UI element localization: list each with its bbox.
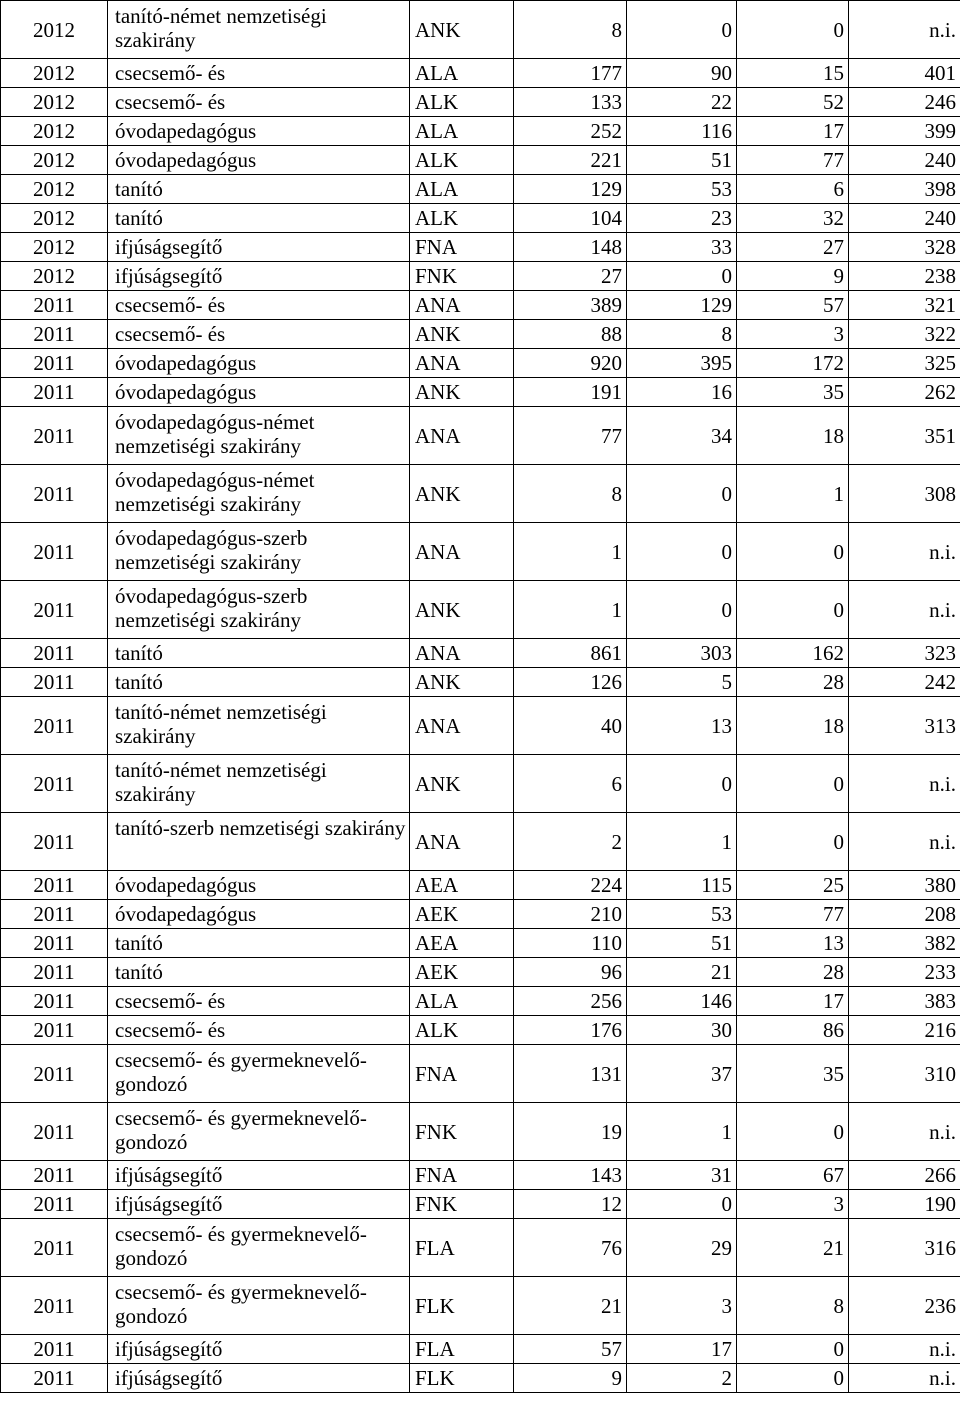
program-name-cell: tanító (108, 175, 410, 204)
count-1-cell: 2 (514, 813, 627, 871)
year-cell: 2011 (1, 668, 108, 697)
year-cell: 2011 (1, 813, 108, 871)
year-cell: 2012 (1, 117, 108, 146)
count-1-cell: 389 (514, 291, 627, 320)
score-cell: n.i. (849, 1, 960, 59)
year-cell: 2011 (1, 871, 108, 900)
program-name-cell: óvodapedagógus (108, 378, 410, 407)
count-3-cell: 0 (737, 813, 849, 871)
table-row (1, 262, 960, 291)
count-2-cell: 0 (627, 1190, 737, 1219)
count-3-cell: 9 (737, 262, 849, 291)
count-2-cell: 0 (627, 262, 737, 291)
program-name-cell: óvodapedagógus (108, 349, 410, 378)
year-cell: 2011 (1, 958, 108, 987)
table-row (1, 523, 960, 581)
year-cell: 2011 (1, 1364, 108, 1393)
count-2-cell: 29 (627, 1219, 737, 1277)
score-cell: n.i. (849, 813, 960, 871)
count-1-cell: 76 (514, 1219, 627, 1277)
table-row (1, 291, 960, 320)
program-name-cell: csecsemő- és gyermeknevelő- gondozó (108, 1045, 410, 1103)
program-name-cell: csecsemő- és (108, 987, 410, 1016)
count-2-cell: 30 (627, 1016, 737, 1045)
table-row (1, 987, 960, 1016)
program-name-cell: tanító (108, 668, 410, 697)
program-code-cell: AEK (410, 900, 514, 929)
program-name-cell: csecsemő- és (108, 291, 410, 320)
program-code-cell: FLA (410, 1335, 514, 1364)
program-code-cell: ANK (410, 668, 514, 697)
count-2-cell: 21 (627, 958, 737, 987)
count-3-cell: 13 (737, 929, 849, 958)
year-cell: 2011 (1, 1277, 108, 1335)
count-2-cell: 0 (627, 755, 737, 813)
count-1-cell: 133 (514, 88, 627, 117)
score-cell: 380 (849, 871, 960, 900)
table-row (1, 175, 960, 204)
program-name-cell: tanító (108, 639, 410, 668)
program-code-cell: ANK (410, 1, 514, 59)
count-1-cell: 8 (514, 465, 627, 523)
count-3-cell: 86 (737, 1016, 849, 1045)
count-2-cell: 33 (627, 233, 737, 262)
year-cell: 2011 (1, 1190, 108, 1219)
score-cell: 321 (849, 291, 960, 320)
table-row (1, 900, 960, 929)
count-3-cell: 172 (737, 349, 849, 378)
year-cell: 2012 (1, 88, 108, 117)
table-row (1, 1161, 960, 1190)
score-cell: 236 (849, 1277, 960, 1335)
program-code-cell: ANA (410, 813, 514, 871)
count-3-cell: 77 (737, 146, 849, 175)
count-2-cell: 115 (627, 871, 737, 900)
count-3-cell: 17 (737, 117, 849, 146)
count-1-cell: 77 (514, 407, 627, 465)
year-cell: 2011 (1, 1161, 108, 1190)
count-1-cell: 6 (514, 755, 627, 813)
table-row (1, 697, 960, 755)
program-name-cell: tanító-német nemzetiségi szakirány (108, 755, 410, 813)
count-2-cell: 53 (627, 175, 737, 204)
program-name-cell: ifjúságsegítő (108, 233, 410, 262)
program-code-cell: ANA (410, 407, 514, 465)
count-1-cell: 9 (514, 1364, 627, 1393)
count-1-cell: 110 (514, 929, 627, 958)
count-3-cell: 3 (737, 320, 849, 349)
score-cell: 323 (849, 639, 960, 668)
count-2-cell: 116 (627, 117, 737, 146)
table-row (1, 88, 960, 117)
score-cell: 246 (849, 88, 960, 117)
program-code-cell: ANA (410, 697, 514, 755)
count-3-cell: 67 (737, 1161, 849, 1190)
count-2-cell: 51 (627, 929, 737, 958)
count-3-cell: 0 (737, 755, 849, 813)
program-name-cell: óvodapedagógus-szerb nemzetiségi szakirány (108, 523, 410, 581)
year-cell: 2012 (1, 146, 108, 175)
program-code-cell: AEA (410, 929, 514, 958)
program-code-cell: FLK (410, 1364, 514, 1393)
count-2-cell: 303 (627, 639, 737, 668)
count-3-cell: 0 (737, 581, 849, 639)
count-1-cell: 129 (514, 175, 627, 204)
score-cell: 308 (849, 465, 960, 523)
score-cell: 313 (849, 697, 960, 755)
count-3-cell: 15 (737, 59, 849, 88)
program-code-cell: FNA (410, 1161, 514, 1190)
program-code-cell: ALA (410, 987, 514, 1016)
year-cell: 2011 (1, 320, 108, 349)
count-2-cell: 146 (627, 987, 737, 1016)
table-row (1, 1277, 960, 1335)
count-2-cell: 31 (627, 1161, 737, 1190)
score-cell: 216 (849, 1016, 960, 1045)
score-cell: 240 (849, 204, 960, 233)
count-1-cell: 143 (514, 1161, 627, 1190)
count-1-cell: 148 (514, 233, 627, 262)
program-name-cell: óvodapedagógus-szerb nemzetiségi szakirány (108, 581, 410, 639)
score-cell: 262 (849, 378, 960, 407)
program-code-cell: ALK (410, 1016, 514, 1045)
count-1-cell: 12 (514, 1190, 627, 1219)
count-3-cell: 162 (737, 639, 849, 668)
count-1-cell: 1 (514, 523, 627, 581)
table-row (1, 1190, 960, 1219)
count-1-cell: 57 (514, 1335, 627, 1364)
table-row (1, 871, 960, 900)
count-1-cell: 177 (514, 59, 627, 88)
table-row (1, 1045, 960, 1103)
score-cell: 208 (849, 900, 960, 929)
score-cell: n.i. (849, 523, 960, 581)
program-name-cell: óvodapedagógus-német nemzetiségi szakirány (108, 465, 410, 523)
table-row (1, 639, 960, 668)
count-1-cell: 126 (514, 668, 627, 697)
count-1-cell: 8 (514, 1, 627, 59)
table-row (1, 1103, 960, 1161)
count-3-cell: 28 (737, 958, 849, 987)
count-3-cell: 27 (737, 233, 849, 262)
program-name-cell: óvodapedagógus (108, 146, 410, 175)
count-1-cell: 131 (514, 1045, 627, 1103)
score-cell: 383 (849, 987, 960, 1016)
count-3-cell: 6 (737, 175, 849, 204)
score-cell: 401 (849, 59, 960, 88)
count-2-cell: 37 (627, 1045, 737, 1103)
program-code-cell: AEK (410, 958, 514, 987)
program-code-cell: FNK (410, 262, 514, 291)
table-row (1, 755, 960, 813)
table-row (1, 349, 960, 378)
year-cell: 2012 (1, 262, 108, 291)
program-code-cell: FLA (410, 1219, 514, 1277)
count-2-cell: 0 (627, 523, 737, 581)
score-cell: 310 (849, 1045, 960, 1103)
table-row (1, 1335, 960, 1364)
count-2-cell: 2 (627, 1364, 737, 1393)
program-name-cell: ifjúságsegítő (108, 1161, 410, 1190)
count-3-cell: 8 (737, 1277, 849, 1335)
year-cell: 2011 (1, 639, 108, 668)
count-2-cell: 23 (627, 204, 737, 233)
year-cell: 2011 (1, 1103, 108, 1161)
year-cell: 2011 (1, 987, 108, 1016)
year-cell: 2012 (1, 59, 108, 88)
count-3-cell: 21 (737, 1219, 849, 1277)
program-name-cell: óvodapedagógus (108, 871, 410, 900)
year-cell: 2012 (1, 175, 108, 204)
count-3-cell: 0 (737, 1, 849, 59)
count-3-cell: 28 (737, 668, 849, 697)
program-name-cell: csecsemő- és (108, 320, 410, 349)
program-code-cell: ANA (410, 639, 514, 668)
year-cell: 2012 (1, 204, 108, 233)
count-3-cell: 0 (737, 523, 849, 581)
program-code-cell: ANK (410, 465, 514, 523)
year-cell: 2011 (1, 581, 108, 639)
count-1-cell: 861 (514, 639, 627, 668)
score-cell: n.i. (849, 581, 960, 639)
count-1-cell: 920 (514, 349, 627, 378)
program-name-cell: óvodapedagógus (108, 117, 410, 146)
count-1-cell: 221 (514, 146, 627, 175)
count-3-cell: 18 (737, 697, 849, 755)
year-cell: 2011 (1, 900, 108, 929)
table-row (1, 378, 960, 407)
year-cell: 2011 (1, 378, 108, 407)
program-code-cell: ANK (410, 581, 514, 639)
program-code-cell: ANK (410, 320, 514, 349)
table-row (1, 117, 960, 146)
program-code-cell: ALA (410, 59, 514, 88)
program-code-cell: ALK (410, 204, 514, 233)
year-cell: 2011 (1, 755, 108, 813)
program-code-cell: ALK (410, 146, 514, 175)
score-cell: 399 (849, 117, 960, 146)
program-name-cell: csecsemő- és gyermeknevelő- gondozó (108, 1219, 410, 1277)
count-1-cell: 252 (514, 117, 627, 146)
table-row (1, 929, 960, 958)
count-3-cell: 0 (737, 1335, 849, 1364)
count-3-cell: 0 (737, 1364, 849, 1393)
program-code-cell: ALK (410, 88, 514, 117)
table-row (1, 59, 960, 88)
count-1-cell: 256 (514, 987, 627, 1016)
table-row (1, 204, 960, 233)
program-code-cell: ALA (410, 117, 514, 146)
count-3-cell: 17 (737, 987, 849, 1016)
year-cell: 2011 (1, 349, 108, 378)
count-1-cell: 88 (514, 320, 627, 349)
program-name-cell: csecsemő- és (108, 88, 410, 117)
program-code-cell: FNA (410, 233, 514, 262)
program-name-cell: csecsemő- és (108, 1016, 410, 1045)
program-code-cell: FNK (410, 1190, 514, 1219)
program-code-cell: FLK (410, 1277, 514, 1335)
program-code-cell: FNA (410, 1045, 514, 1103)
program-name-cell: ifjúságsegítő (108, 1335, 410, 1364)
count-1-cell: 176 (514, 1016, 627, 1045)
score-cell: 242 (849, 668, 960, 697)
count-1-cell: 1 (514, 581, 627, 639)
count-3-cell: 25 (737, 871, 849, 900)
score-cell: n.i. (849, 1103, 960, 1161)
count-3-cell: 57 (737, 291, 849, 320)
count-2-cell: 51 (627, 146, 737, 175)
count-2-cell: 1 (627, 813, 737, 871)
count-2-cell: 5 (627, 668, 737, 697)
year-cell: 2011 (1, 291, 108, 320)
score-cell: 238 (849, 262, 960, 291)
year-cell: 2011 (1, 407, 108, 465)
count-2-cell: 0 (627, 465, 737, 523)
program-code-cell: ANK (410, 755, 514, 813)
program-code-cell: ALA (410, 175, 514, 204)
program-name-cell: ifjúságsegítő (108, 1190, 410, 1219)
score-cell: 240 (849, 146, 960, 175)
count-2-cell: 0 (627, 581, 737, 639)
year-cell: 2012 (1, 1, 108, 59)
program-name-cell: csecsemő- és gyermeknevelő- gondozó (108, 1277, 410, 1335)
program-name-cell: csecsemő- és (108, 59, 410, 88)
count-3-cell: 1 (737, 465, 849, 523)
score-cell: 351 (849, 407, 960, 465)
count-1-cell: 19 (514, 1103, 627, 1161)
count-2-cell: 53 (627, 900, 737, 929)
score-cell: n.i. (849, 1335, 960, 1364)
year-cell: 2011 (1, 929, 108, 958)
score-cell: 382 (849, 929, 960, 958)
year-cell: 2011 (1, 1045, 108, 1103)
count-1-cell: 27 (514, 262, 627, 291)
table-row (1, 581, 960, 639)
count-1-cell: 104 (514, 204, 627, 233)
table-row (1, 1364, 960, 1393)
score-cell: 266 (849, 1161, 960, 1190)
program-name-cell: ifjúságsegítő (108, 1364, 410, 1393)
score-cell: 398 (849, 175, 960, 204)
count-2-cell: 1 (627, 1103, 737, 1161)
count-3-cell: 35 (737, 378, 849, 407)
year-cell: 2011 (1, 1016, 108, 1045)
table-row (1, 1219, 960, 1277)
table-row (1, 233, 960, 262)
count-3-cell: 32 (737, 204, 849, 233)
program-name-cell: tanító-német nemzetiségi szakirány (108, 1, 410, 59)
score-cell: 233 (849, 958, 960, 987)
table-row (1, 146, 960, 175)
score-cell: n.i. (849, 755, 960, 813)
program-name-cell: tanító-szerb nemzetiségi szakirány (108, 813, 410, 871)
count-2-cell: 395 (627, 349, 737, 378)
count-1-cell: 40 (514, 697, 627, 755)
year-cell: 2011 (1, 1335, 108, 1364)
count-2-cell: 13 (627, 697, 737, 755)
table-row (1, 813, 960, 871)
count-2-cell: 3 (627, 1277, 737, 1335)
table-row (1, 320, 960, 349)
year-cell: 2012 (1, 233, 108, 262)
score-cell: 322 (849, 320, 960, 349)
program-name-cell: csecsemő- és gyermeknevelő- gondozó (108, 1103, 410, 1161)
count-2-cell: 22 (627, 88, 737, 117)
score-cell: 325 (849, 349, 960, 378)
table-row (1, 1016, 960, 1045)
program-name-cell: ifjúságsegítő (108, 262, 410, 291)
count-2-cell: 90 (627, 59, 737, 88)
count-3-cell: 35 (737, 1045, 849, 1103)
program-code-cell: ANA (410, 349, 514, 378)
program-code-cell: AEA (410, 871, 514, 900)
program-name-cell: tanító-német nemzetiségi szakirány (108, 697, 410, 755)
count-2-cell: 0 (627, 1, 737, 59)
count-2-cell: 8 (627, 320, 737, 349)
count-1-cell: 21 (514, 1277, 627, 1335)
count-2-cell: 129 (627, 291, 737, 320)
count-3-cell: 77 (737, 900, 849, 929)
program-code-cell: ANA (410, 523, 514, 581)
score-cell: n.i. (849, 1364, 960, 1393)
year-cell: 2011 (1, 523, 108, 581)
program-name-cell: tanító (108, 929, 410, 958)
program-name-cell: tanító (108, 204, 410, 233)
program-name-cell: tanító (108, 958, 410, 987)
year-cell: 2011 (1, 465, 108, 523)
program-code-cell: FNK (410, 1103, 514, 1161)
program-name-cell: óvodapedagógus (108, 900, 410, 929)
count-3-cell: 3 (737, 1190, 849, 1219)
year-cell: 2011 (1, 1219, 108, 1277)
count-3-cell: 52 (737, 88, 849, 117)
count-3-cell: 18 (737, 407, 849, 465)
count-1-cell: 96 (514, 958, 627, 987)
count-2-cell: 34 (627, 407, 737, 465)
program-name-cell: óvodapedagógus-német nemzetiségi szakirány (108, 407, 410, 465)
score-cell: 190 (849, 1190, 960, 1219)
score-cell: 328 (849, 233, 960, 262)
table-row (1, 958, 960, 987)
table-row (1, 407, 960, 465)
count-1-cell: 224 (514, 871, 627, 900)
program-code-cell: ANK (410, 378, 514, 407)
count-2-cell: 16 (627, 378, 737, 407)
count-3-cell: 0 (737, 1103, 849, 1161)
table-row (1, 1, 960, 59)
count-1-cell: 191 (514, 378, 627, 407)
table-row (1, 465, 960, 523)
count-2-cell: 17 (627, 1335, 737, 1364)
year-cell: 2011 (1, 697, 108, 755)
count-1-cell: 210 (514, 900, 627, 929)
score-cell: 316 (849, 1219, 960, 1277)
table-row (1, 668, 960, 697)
program-code-cell: ANA (410, 291, 514, 320)
table-body (1, 1, 960, 1393)
